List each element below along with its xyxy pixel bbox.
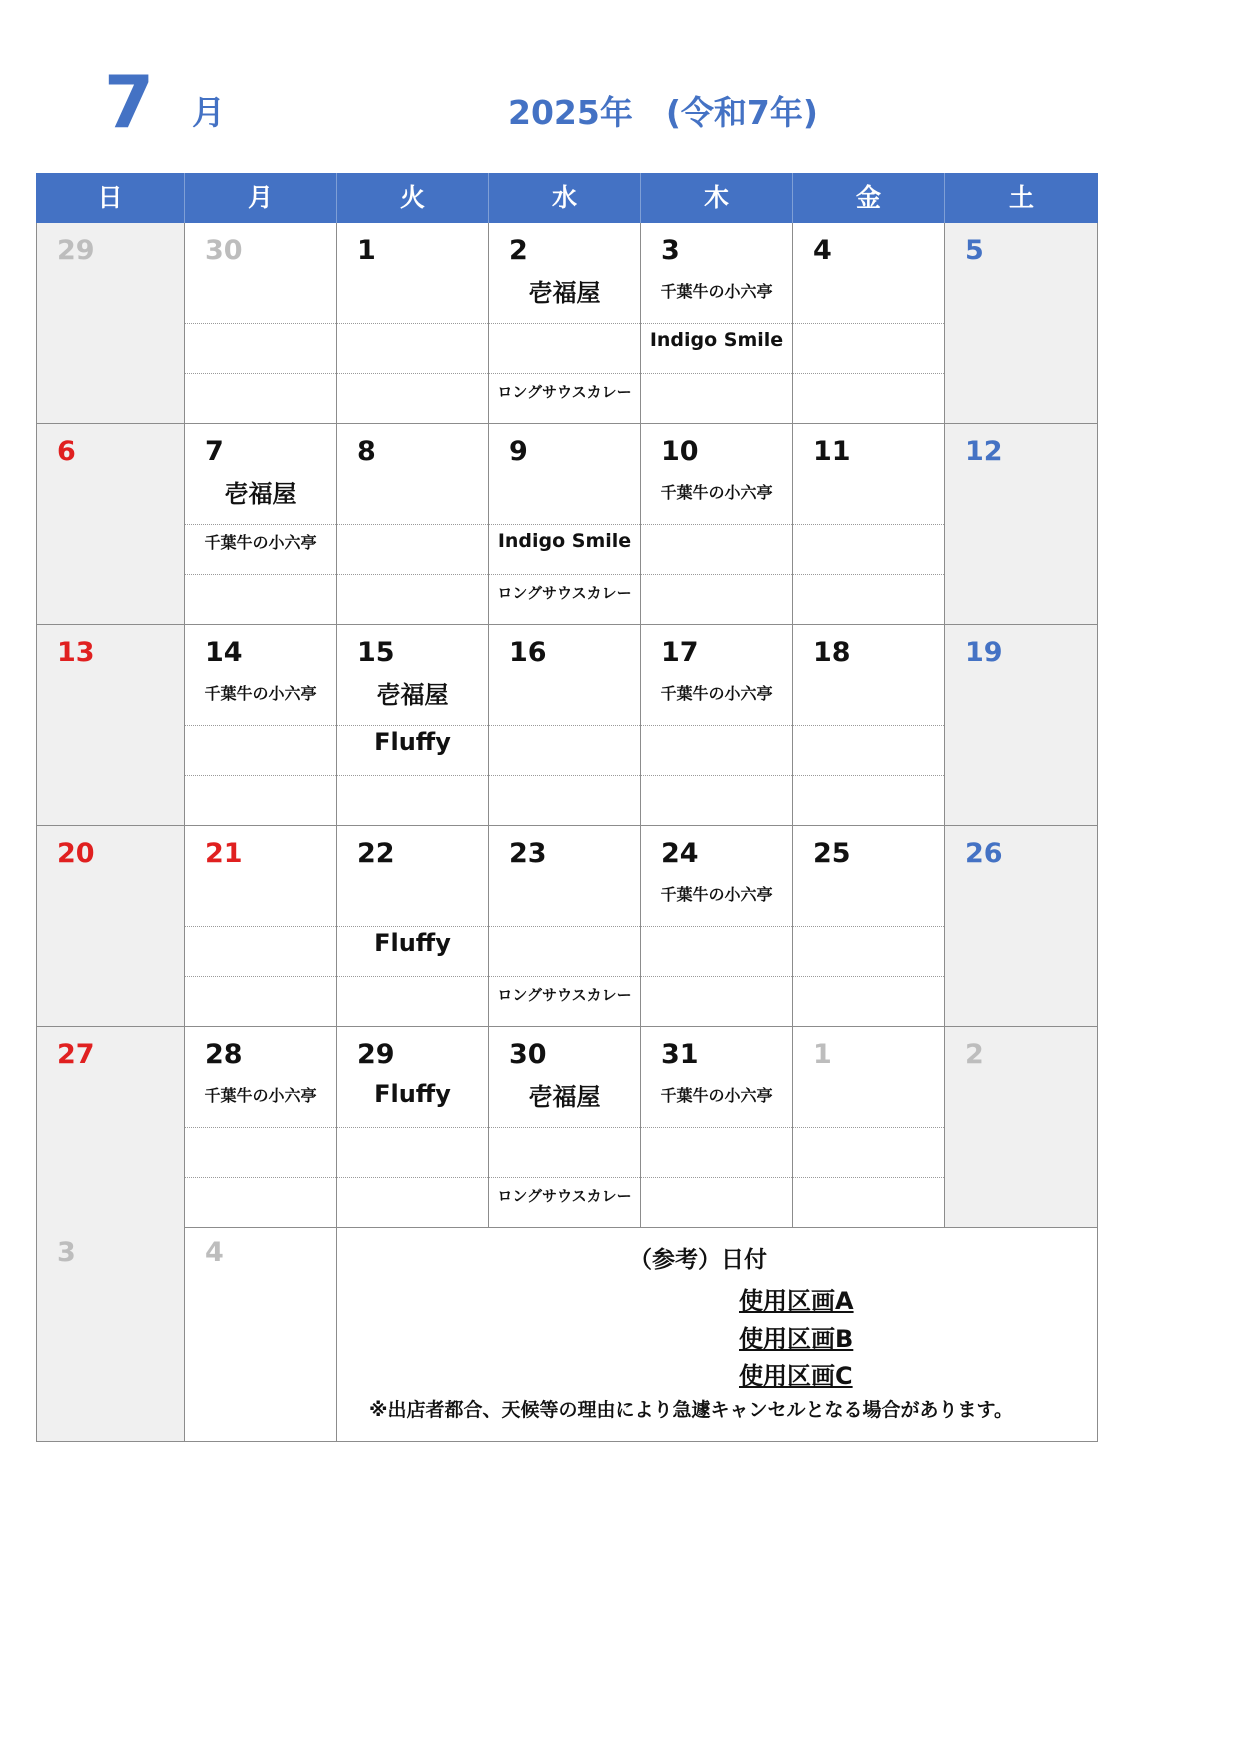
day-cell (945, 826, 1098, 1027)
day-cell (945, 223, 1098, 424)
day-number: 19 (965, 637, 1003, 668)
day-number: 26 (965, 838, 1003, 869)
cancellation-note: ※出店者都合、天候等の理由により急遽キャンセルとなる場合があります。 (369, 1399, 1013, 1421)
day-cell (489, 424, 641, 625)
day-cell (36, 1225, 185, 1442)
slot-divider (337, 976, 488, 977)
weekday-header: 水 (489, 173, 641, 223)
day-cell (185, 826, 337, 1027)
vendor-slot-b: 千葉牛の小六亭 (204, 532, 317, 552)
day-number: 2 (509, 235, 528, 266)
day-number: 25 (813, 838, 851, 869)
vendor-slot-a: 千葉牛の小六亭 (660, 482, 773, 502)
slot-divider (337, 1177, 488, 1178)
day-cell (185, 1027, 337, 1228)
slot-divider (793, 1127, 944, 1128)
day-cell (641, 223, 793, 424)
day-cell (185, 223, 337, 424)
day-cell (489, 826, 641, 1027)
slot-divider (185, 574, 336, 575)
slot-divider (185, 725, 336, 726)
day-cell (793, 625, 945, 826)
day-number: 9 (509, 436, 528, 467)
day-cell (641, 625, 793, 826)
weekday-header: 日 (36, 173, 185, 223)
slot-divider (793, 926, 944, 927)
vendor-slot-b: Fluffy (374, 728, 451, 756)
slot-divider (337, 323, 488, 324)
day-number: 24 (661, 838, 699, 869)
day-cell (337, 1027, 489, 1228)
slot-divider (641, 524, 792, 525)
day-number: 31 (661, 1039, 699, 1070)
day-number: 4 (205, 1237, 224, 1268)
day-number: 10 (661, 436, 699, 467)
day-cell (641, 424, 793, 625)
day-number: 8 (357, 436, 376, 467)
calendar (36, 173, 1098, 1446)
day-number: 16 (509, 637, 547, 668)
day-cell (793, 223, 945, 424)
day-number: 20 (57, 838, 95, 869)
day-cell (793, 826, 945, 1027)
calendar-week-row (36, 223, 1098, 424)
vendor-slot-a: 千葉牛の小六亭 (660, 683, 773, 703)
day-cell (36, 424, 185, 625)
vendor-slot-a: 壱福屋 (376, 680, 449, 709)
vendor-slot-a: Fluffy (374, 1080, 451, 1108)
day-cell (36, 223, 185, 424)
vendor-slot-c: ロングサウスカレー (497, 382, 632, 401)
day-cell (185, 424, 337, 625)
day-number: 29 (357, 1039, 395, 1070)
day-number: 17 (661, 637, 699, 668)
weekday-header: 月 (185, 173, 337, 223)
day-number: 7 (205, 436, 224, 467)
slot-divider (337, 1127, 488, 1128)
month-label: 月 (192, 93, 225, 132)
day-cell (36, 625, 185, 826)
slot-divider (793, 1177, 944, 1178)
day-number: 4 (813, 235, 832, 266)
year-label: 2025年 (令和7年) (508, 93, 818, 132)
day-cell (489, 1027, 641, 1228)
slot-divider (793, 373, 944, 374)
day-cell (793, 424, 945, 625)
day-number: 5 (965, 235, 984, 266)
slot-divider (793, 524, 944, 525)
vendor-slot-a: 千葉牛の小六亭 (204, 1085, 317, 1105)
day-cell (641, 1027, 793, 1228)
legend-slot-b: 使用区画B (739, 1325, 854, 1353)
day-number: 30 (205, 235, 243, 266)
vendor-slot-a: 千葉牛の小六亭 (660, 1085, 773, 1105)
legend-slot-c: 使用区画C (739, 1362, 853, 1390)
slot-divider (337, 775, 488, 776)
calendar-week-row (36, 826, 1098, 1027)
vendor-slot-b: Indigo Smile (497, 530, 632, 552)
day-number: 1 (357, 235, 376, 266)
slot-divider (337, 373, 488, 374)
day-number: 28 (205, 1039, 243, 1070)
day-cell (945, 424, 1098, 625)
vendor-slot-a: 千葉牛の小六亭 (204, 683, 317, 703)
calendar-week-row (36, 1027, 1098, 1228)
weekday-header: 金 (793, 173, 945, 223)
day-cell (945, 625, 1098, 826)
day-number: 30 (509, 1039, 547, 1070)
slot-divider (641, 1127, 792, 1128)
day-cell (185, 625, 337, 826)
slot-divider (185, 373, 336, 374)
slot-divider (337, 574, 488, 575)
day-number: 18 (813, 637, 851, 668)
day-number: 23 (509, 838, 547, 869)
vendor-slot-c: ロングサウスカレー (497, 1186, 632, 1205)
day-cell (337, 826, 489, 1027)
calendar-last-row (36, 1225, 1098, 1442)
weekday-header: 土 (1008, 183, 1034, 212)
slot-divider (185, 323, 336, 324)
slot-divider (489, 725, 640, 726)
slot-divider (641, 373, 792, 374)
day-cell (489, 223, 641, 424)
day-number: 13 (57, 637, 95, 668)
weekday-header: 木 (641, 173, 793, 223)
vendor-slot-c: ロングサウスカレー (497, 583, 632, 602)
slot-divider (185, 1177, 336, 1178)
slot-divider (185, 775, 336, 776)
slot-divider (793, 976, 944, 977)
day-cell (945, 1027, 1098, 1228)
day-number: 29 (57, 235, 95, 266)
vendor-slot-b: Indigo Smile (649, 329, 784, 351)
slot-divider (641, 1177, 792, 1178)
day-cell (337, 424, 489, 625)
slot-divider (641, 976, 792, 977)
day-number: 12 (965, 436, 1003, 467)
calendar-week-row (36, 424, 1098, 625)
vendor-slot-a: 壱福屋 (528, 1082, 601, 1111)
slot-divider (489, 323, 640, 324)
slot-divider (641, 926, 792, 927)
slot-divider (793, 725, 944, 726)
slot-divider (793, 323, 944, 324)
legend-title: （参考）日付 (629, 1247, 767, 1273)
day-number: 2 (965, 1039, 984, 1070)
weekday-header: 火 (337, 173, 489, 223)
day-number: 14 (205, 637, 243, 668)
legend-box (337, 1225, 1098, 1442)
weekday-header-row (36, 173, 1098, 223)
day-number: 3 (661, 235, 680, 266)
vendor-slot-b: Fluffy (374, 929, 451, 957)
day-number: 6 (57, 436, 76, 467)
slot-divider (793, 574, 944, 575)
day-cell (36, 1027, 185, 1228)
vendor-slot-c: ロングサウスカレー (497, 985, 632, 1004)
day-number: 21 (205, 838, 243, 869)
month-number: 7 (104, 60, 155, 144)
slot-divider (337, 524, 488, 525)
day-cell (36, 826, 185, 1027)
day-cell (337, 625, 489, 826)
vendor-slot-a: 壱福屋 (528, 278, 601, 307)
vendor-slot-a: 千葉牛の小六亭 (660, 281, 773, 301)
slot-divider (185, 926, 336, 927)
day-cell (185, 1225, 337, 1442)
vendor-slot-a: 壱福屋 (224, 479, 297, 508)
day-cell (489, 625, 641, 826)
slot-divider (489, 775, 640, 776)
day-number: 27 (57, 1039, 95, 1070)
day-number: 22 (357, 838, 395, 869)
day-number: 15 (357, 637, 395, 668)
day-number: 1 (813, 1039, 832, 1070)
slot-divider (489, 926, 640, 927)
calendar-week-row (36, 625, 1098, 826)
slot-divider (489, 1127, 640, 1128)
legend-slot-a: 使用区画A (739, 1287, 854, 1315)
slot-divider (641, 775, 792, 776)
day-number: 3 (57, 1237, 76, 1268)
day-number: 11 (813, 436, 851, 467)
vendor-slot-a: 千葉牛の小六亭 (660, 884, 773, 904)
slot-divider (641, 574, 792, 575)
slot-divider (641, 725, 792, 726)
slot-divider (185, 976, 336, 977)
day-cell (793, 1027, 945, 1228)
day-cell (641, 826, 793, 1027)
day-cell (337, 223, 489, 424)
slot-divider (793, 775, 944, 776)
slot-divider (185, 1127, 336, 1128)
